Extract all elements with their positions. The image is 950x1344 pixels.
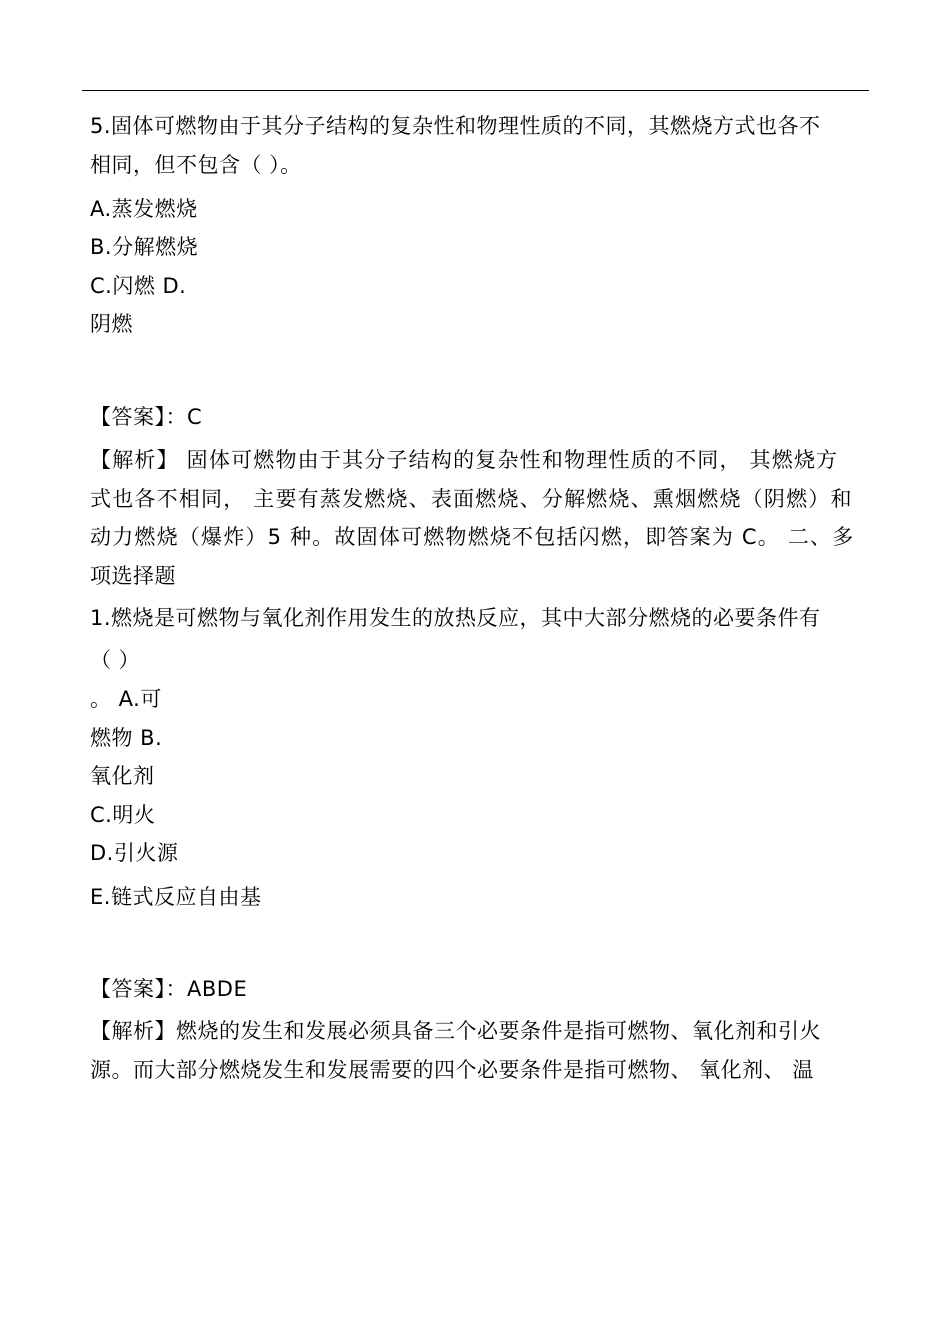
question-5-option-b: B.分解燃烧	[90, 235, 199, 259]
question-5-option-c-d: C.闪燃 D.	[90, 274, 187, 298]
question-1-explanation-line-2: 源。而大部分燃烧发生和发展需要的四个必要条件是指可燃物、 氧化剂、 温	[90, 1058, 814, 1082]
question-1-stem-line-1: 1.燃烧是可燃物与氧化剂作用发生的放热反应，其中大部分燃烧的必要条件有	[90, 606, 821, 630]
question-5-explanation-line-1: 【解析】 固体可燃物由于其分子结构的复杂性和物理性质的不同， 其燃烧方	[90, 448, 839, 472]
question-5-answer: 【答案】：C	[90, 405, 203, 429]
question-5-option-d-text: 阴燃	[90, 312, 133, 336]
question-1-explanation-line-1: 【解析】燃烧的发生和发展必须具备三个必要条件是指可燃物、氧化剂和引火	[90, 1019, 821, 1043]
question-5-stem-line-2: 相同，但不包含（ ）。	[90, 153, 302, 177]
header-rule	[82, 90, 869, 91]
question-1-option-c: C.明火	[90, 803, 156, 827]
question-1-option-e: E.链式反应自由基	[90, 885, 262, 909]
question-5-stem-line-1: 5.固体可燃物由于其分子结构的复杂性和物理性质的不同，其燃烧方式也各不	[90, 114, 821, 138]
question-1-stem-line-2: （ ）	[90, 648, 141, 672]
section-heading-multiple-choice: 项选择题	[90, 564, 176, 588]
question-1-answer: 【答案】：ABDE	[90, 977, 248, 1001]
question-1-option-b-text: 氧化剂	[90, 764, 155, 788]
question-5-option-a: A.蒸发燃烧	[90, 197, 198, 221]
question-1-option-a: 。 A.可	[90, 687, 162, 711]
question-1-option-d: D.引火源	[90, 841, 179, 865]
question-5-explanation-line-2: 式也各不相同， 主要有蒸发燃烧、表面燃烧、分解燃烧、熏烟燃烧（阴燃）和	[90, 487, 853, 511]
question-1-option-a-b: 燃物 B.	[90, 726, 163, 750]
question-5-explanation-line-3: 动力燃烧（爆炸）5 种。故固体可燃物燃烧不包括闪燃，即答案为 C。 二、多	[90, 525, 855, 549]
